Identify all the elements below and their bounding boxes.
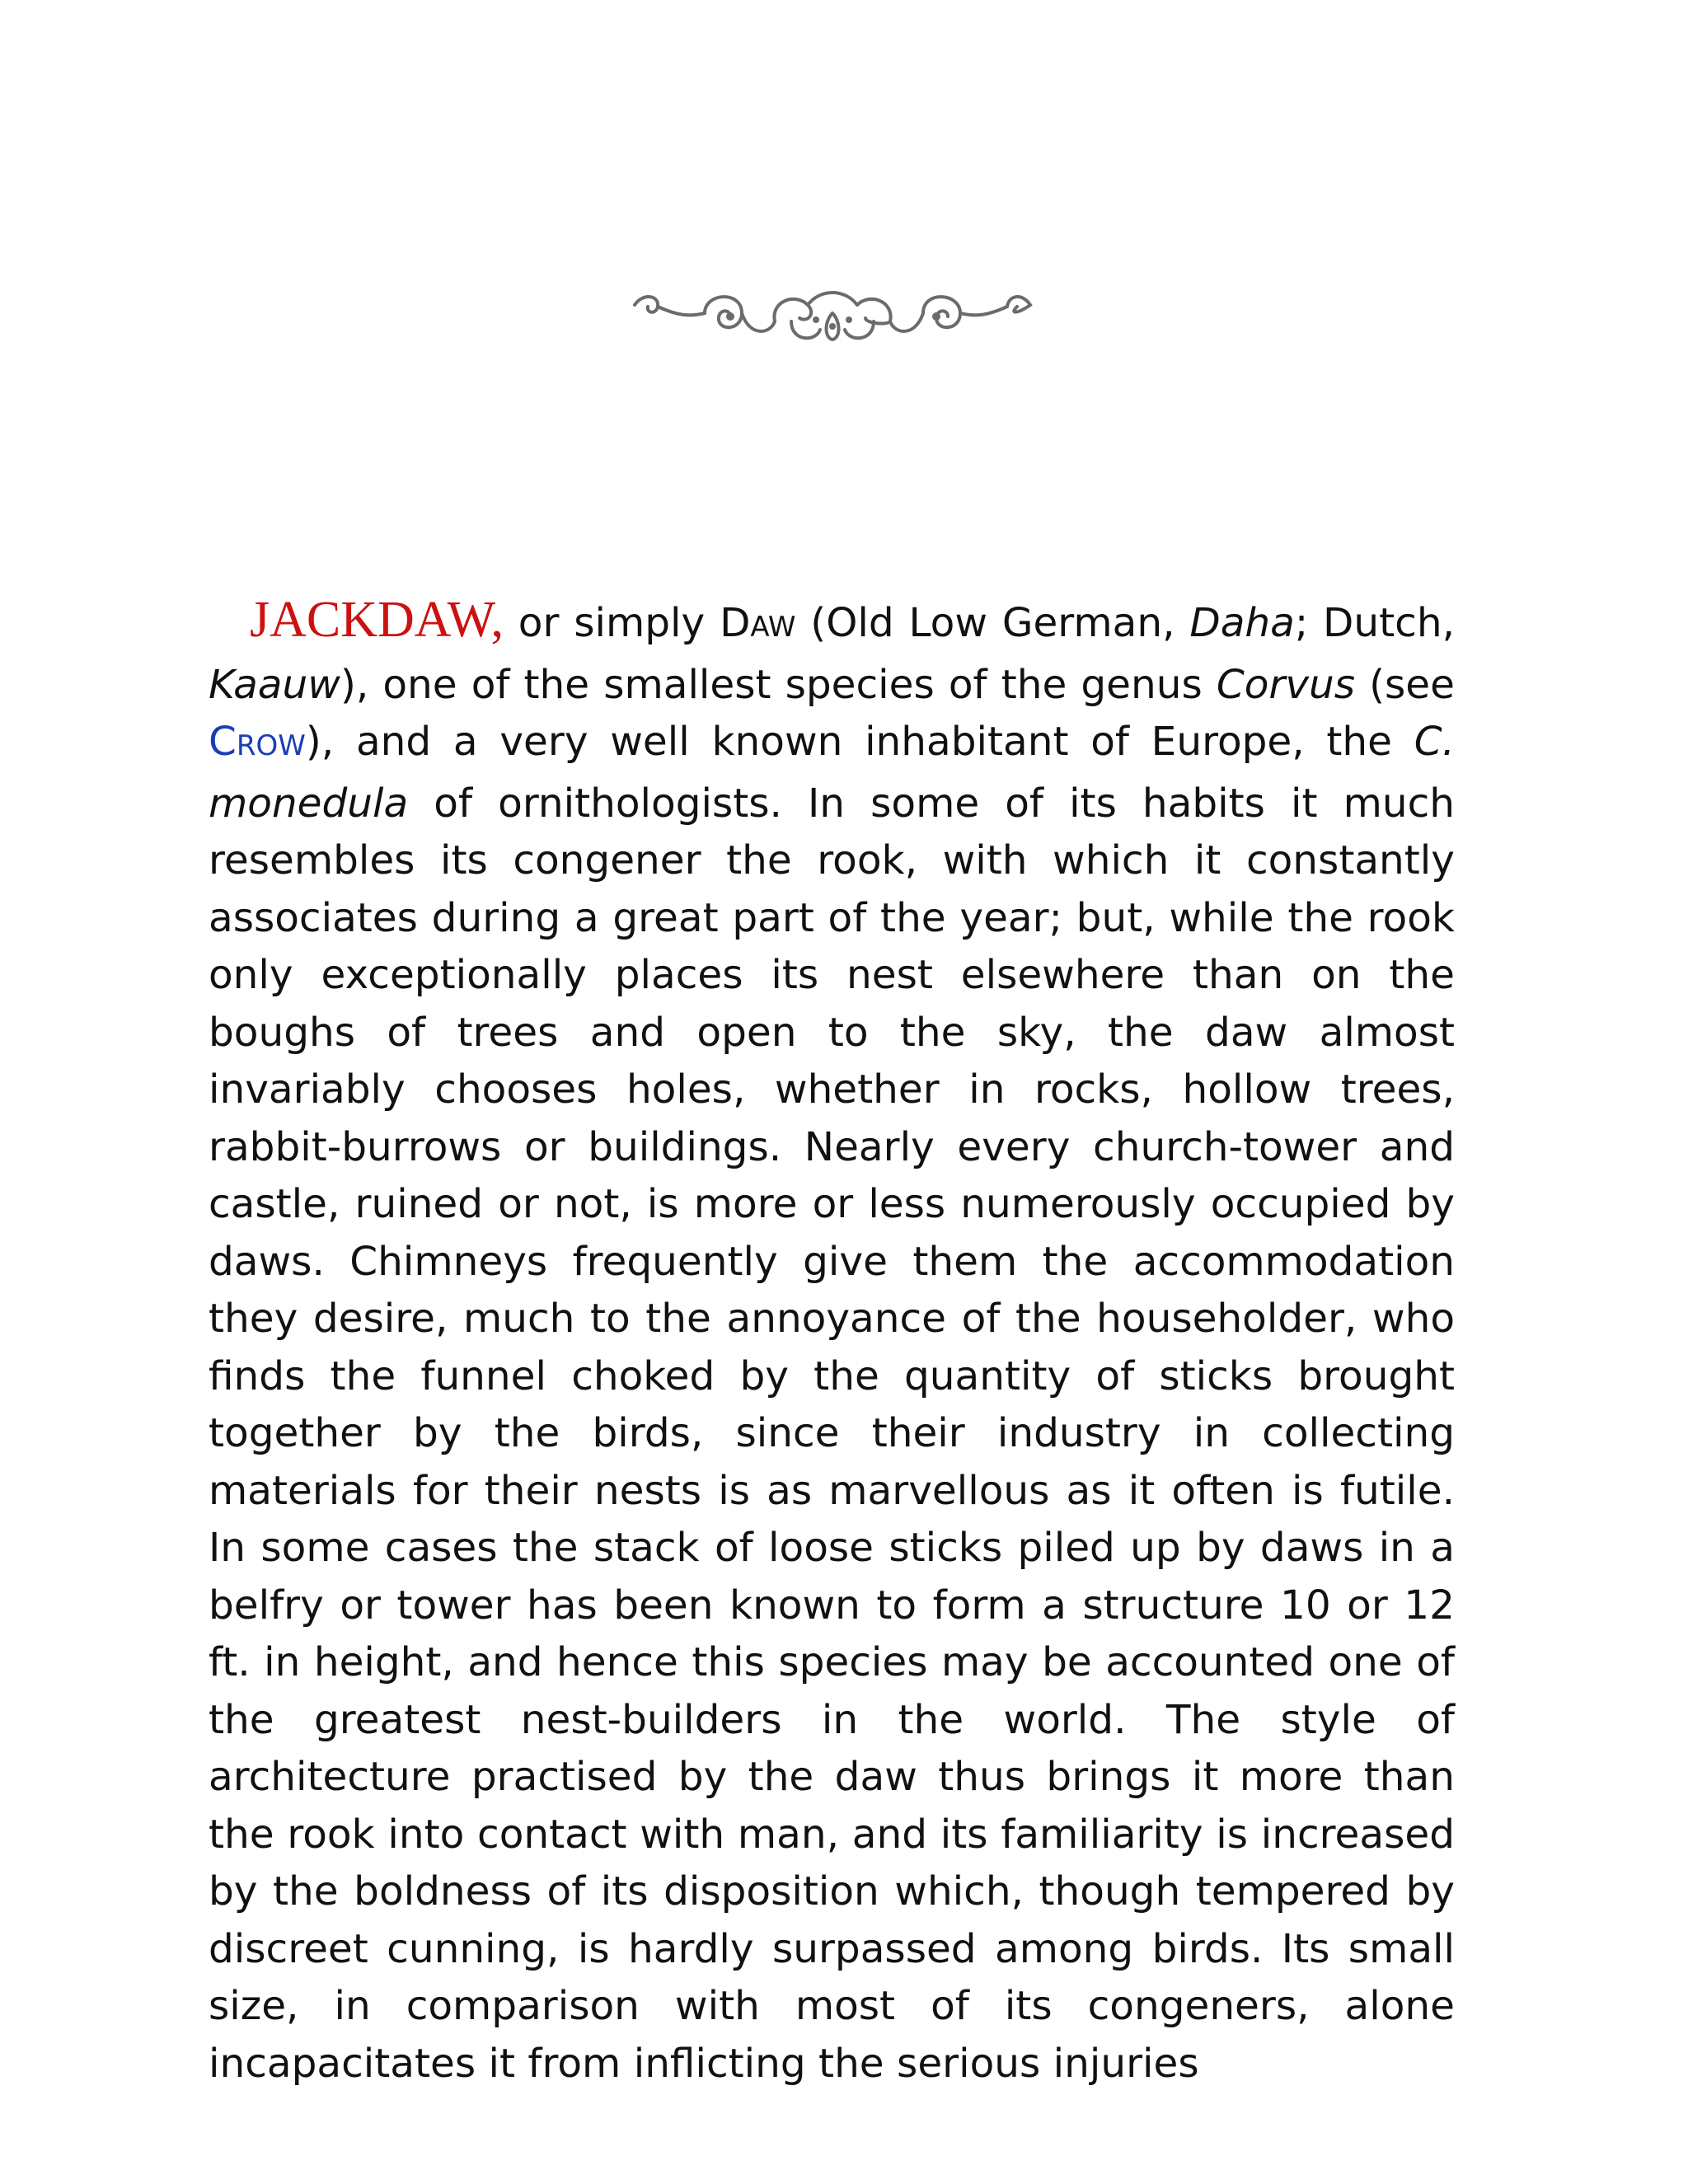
small-caps-rest: AW <box>750 611 796 644</box>
small-caps-first: C <box>209 719 237 765</box>
body-text: (see <box>1355 661 1455 708</box>
small-caps-rest: ROW <box>236 729 306 762</box>
body-text: ), one of the smallest species of the genus <box>340 661 1217 708</box>
body-text: ; Dutch, <box>1294 600 1455 646</box>
body-text: of ornithologists. In some of its habits it much resembles its congener the rook, with which it constantly associates during a great part of the year; but, while the rook only exceptionally places its nest elsewhere than on the boughs of trees and open to the sky, the daw almost invariably chooses holes, whether in rocks, hollow trees, rabbit-burrows or buildings. Nearly every church-tower and castle, ruined or not, is more or less numerously occupied by daws. Chimneys frequently give them the accommodation they desire, much to the annoyance of the householder, who finds the funnel choked by the quantity of sticks brought together by the birds, since their industry in collecting materials for their nests is as marvellous as it often is futile. In some cases the stack of loose sticks piled up by daws in a belfry or tower has been known to form a structure 10 or 12 ft. in height, and hence this species may be accounted one of the greatest nest-builders in the world. The style of architecture practised by the daw thus brings it more than the rook into contact with man, and its familiarity is increased by the boldness of its disposition which, though tempered by discreet cunning, is hardly surpassed among birds. Its small size, in comparison with most of its congeners, alone incapacitates it from inflicting the serious injuries <box>209 780 1455 2087</box>
headword: JACKDAW, <box>250 592 504 648</box>
small-caps-first: D <box>720 600 751 646</box>
body-text: (Old Low German, <box>795 600 1190 646</box>
article-body <box>209 592 1455 2093</box>
italic-term: Daha <box>1189 600 1295 646</box>
body-text: or simply <box>503 600 720 646</box>
italic-term: Kaauw <box>209 661 340 708</box>
body-text: ), and a very well known inhabitant of Europe, the <box>305 719 1414 765</box>
small-caps-daw <box>720 600 795 646</box>
decorative-flourish <box>626 272 1039 354</box>
crow-crossref-link[interactable] <box>209 719 306 765</box>
scroll-flourish-icon <box>626 272 1039 354</box>
italic-term: Corvus <box>1216 661 1356 708</box>
italic-term: C. monedula <box>209 719 1455 827</box>
